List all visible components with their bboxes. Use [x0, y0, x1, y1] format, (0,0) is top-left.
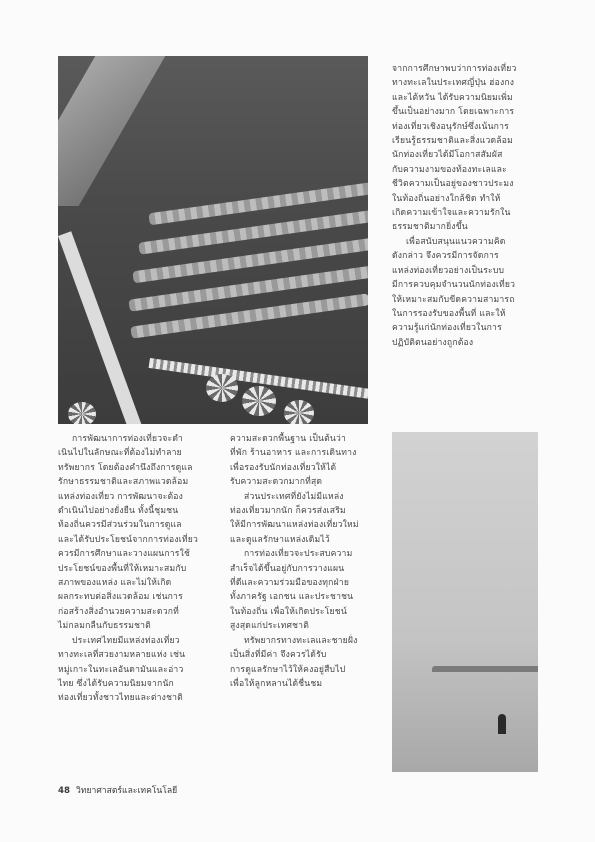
text-line: ส่วนประเทศที่ยังไม่มีแหล่ง [244, 491, 344, 502]
text-line: มีการควบคุมจำนวนนักท่องเที่ยว [392, 280, 516, 291]
text-line: เพื่อสนับสนุนแนวความคิด [406, 236, 506, 247]
boardwalk [58, 56, 165, 206]
harbor-aerial-photo [58, 56, 368, 424]
text-line: ความสะดวกพื้นฐาน เป็นต้นว่า [230, 434, 347, 444]
text-line: รักษาธรรมชาติและสภาพแวดล้อม [58, 477, 189, 488]
publication-name: วิทยาศาสตร์และเทคโนโลยี [75, 786, 178, 796]
text-line: ทรัพยากร โดยต้องคำนึงถึงการดูแล [58, 462, 193, 473]
text-line: ธรรมชาติมากยิ่งขึ้น [392, 222, 468, 233]
text-line: ความรู้แก่นักท่องเที่ยวในการ [392, 323, 502, 334]
page-number: 48 [58, 786, 70, 796]
text-line: ก่อสร้างสิ่งอำนวยความสะดวกที่ [58, 606, 180, 617]
text-line: การท่องเที่ยวจะประสบความ [244, 549, 353, 560]
text-line: ไม่กลมกลืนกับธรรมชาติ [58, 621, 151, 632]
text-line: ท่องเที่ยวมากนัก ก็ควรส่งเสริม [230, 506, 346, 517]
text-line: ชีวิตความเป็นอยู่ของชาวประมง [392, 179, 514, 190]
text-line: ทั้งภาครัฐ เอกชน และประชาชน [230, 592, 354, 603]
column-left [58, 432, 208, 706]
text-line: ขึ้นเป็นอย่างมาก โดยเฉพาะการ [392, 107, 515, 118]
text-line: เรียนรู้ธรรมชาติและสิ่งแวดล้อม [392, 136, 513, 147]
sea-wading-photo [392, 432, 538, 772]
umbrella [206, 374, 238, 402]
text-line: หมู่เกาะในทะเลอันดามันและอ่าว [58, 664, 184, 675]
text-line: ให้เหมาะสมกับขีดความสามารถ [392, 294, 515, 305]
text-line: ท้องถิ่นควรมีส่วนร่วมในการดูแล [58, 520, 182, 531]
umbrella [68, 402, 96, 424]
text-line: ในการรองรับของพื้นที่ และให้ [392, 308, 506, 319]
text-line: ที่พัก ร้านอาหาร และการเดินทาง [230, 448, 357, 459]
text-line: แหล่งท่องเที่ยว การพัฒนาจะต้อง [58, 491, 184, 502]
text-line: ไทย ซึ่งได้รับความนิยมจากนัก [58, 678, 174, 689]
text-line: ดังกล่าว จึงควรมีการจัดการ [392, 251, 499, 262]
island-horizon [432, 666, 538, 672]
text-line: จากการศึกษาพบว่าการท่องเที่ยว [392, 64, 517, 74]
text-line: เป็นสิ่งที่มีค่า จึงควรได้รับ [230, 650, 327, 661]
text-line: ท่องเที่ยวทั้งชาวไทยและต่างชาติ [58, 693, 183, 704]
text-line: ในท้องถิ่น เพื่อให้เกิดประโยชน์ [230, 606, 347, 617]
column-right [392, 62, 538, 350]
text-line: การพัฒนาการท่องเที่ยวจะดำ [72, 434, 183, 444]
column-middle [230, 432, 376, 691]
text-line: แหล่งท่องเที่ยวอย่างเป็นระบบ [392, 265, 505, 276]
text-line: การดูแลรักษาไว้ให้คงอยู่สืบไป [230, 664, 346, 675]
text-line: สูงสุดแก่ประเทศชาติ [230, 621, 309, 632]
text-line: ในท้องถิ่นอย่างใกล้ชิด ทำให้ [392, 193, 501, 204]
text-line: ให้มีการพัฒนาแหล่งท่องเที่ยวใหม่ [230, 520, 359, 531]
umbrella [242, 386, 276, 416]
text-line: รับความสะดวกมากที่สุด [230, 477, 323, 488]
text-line: เพื่อรองรับนักท่องเที่ยวให้ได้ [230, 462, 337, 473]
text-line: ทางทะเลที่สวยงามหลายแห่ง เช่น [58, 650, 186, 661]
text-line: ประโยชน์ของพื้นที่ให้เหมาะสมกับ [58, 563, 187, 574]
text-line: ที่ดีและความร่วมมือของทุกฝ่าย [230, 578, 350, 589]
text-line: ประเทศไทยมีแหล่งท่องเที่ยว [72, 635, 180, 646]
text-line: และดูแลรักษาแหล่งเดิมไว้ [230, 534, 330, 545]
text-line: ปฏิบัติตนอย่างถูกต้อง [392, 337, 474, 348]
umbrella [284, 400, 314, 424]
text-line: เพื่อให้ลูกหลานได้ชื่นชม [230, 678, 323, 689]
text-line: ผลกระทบต่อสิ่งแวดล้อม เช่นการ [58, 592, 183, 603]
text-line: ควรมีการศึกษาและวางแผนการใช้ [58, 549, 191, 560]
text-line: ทรัพยากรทางทะเลและชายฝั่ง [244, 635, 358, 646]
text-line: และไต้หวัน ได้รับความนิยมเพิ่ม [392, 92, 513, 103]
text-line: ทางทะเลในประเทศญี่ปุ่น ฮ่องกง [392, 78, 515, 89]
page-footer [58, 783, 177, 797]
wading-person [498, 714, 506, 734]
text-line: ท่องเที่ยวเชิงอนุรักษ์ซึ่งเน้นการ [392, 121, 509, 132]
text-line: เกิดความเข้าใจและความรักใน [392, 208, 511, 219]
text-line: นักท่องเที่ยวได้มีโอกาสสัมผัส [392, 150, 503, 161]
text-line: สำเร็จได้ขึ้นอยู่กับการวางแผน [230, 563, 345, 574]
text-line: สภาพของแหล่ง และไม่ให้เกิด [58, 578, 172, 589]
text-line: และได้รับประโยชน์จากการท่องเที่ยว [58, 534, 199, 545]
text-line: กับความงามของท้องทะเลและ [392, 164, 507, 175]
text-line: ดำเนินไปอย่างยั่งยืน ทั้งนี้ชุมชน [58, 506, 179, 517]
text-line: เนินไปในลักษณะที่ต้องไม่ทำลาย [58, 448, 182, 459]
